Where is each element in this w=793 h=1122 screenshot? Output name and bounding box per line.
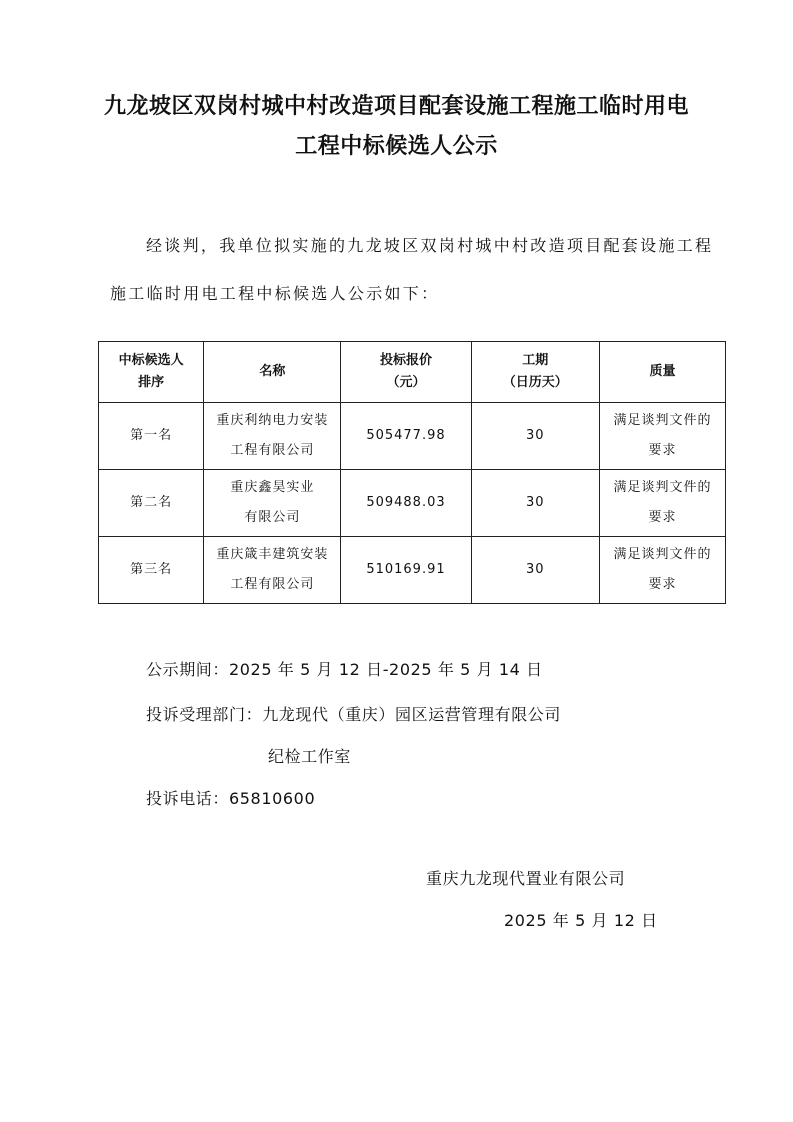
cell-price: 510169.91 (341, 537, 471, 604)
cell-rank: 第三名 (99, 537, 204, 604)
table-header-row (99, 342, 726, 403)
cell-name: 重庆鑫昊实业 有限公司 (204, 470, 341, 537)
cell-period: 30 (471, 403, 600, 470)
signature-company: 重庆九龙现代置业有限公司 (426, 869, 626, 888)
intro-line-1: 经谈判，我单位拟实施的九龙坡区双岗村城中村改造项目配套设施工程 (146, 236, 714, 255)
header-name: 名称 (204, 342, 341, 403)
cell-price: 505477.98 (341, 403, 471, 470)
cell-period: 30 (471, 470, 600, 537)
cell-quality: 满足谈判文件的 要求 (600, 470, 726, 537)
complaint-phone: 投诉电话：65810600 (146, 789, 316, 808)
cell-quality: 满足谈判文件的 要求 (600, 537, 726, 604)
cell-price: 509488.03 (341, 470, 471, 537)
publicity-period: 公示期间：2025 年 5 月 12 日-2025 年 5 月 14 日 (146, 660, 543, 679)
document-title (60, 86, 733, 166)
cell-name: 重庆利纳电力安装 工程有限公司 (204, 403, 341, 470)
intro-paragraph (110, 222, 720, 318)
cell-rank: 第一名 (99, 403, 204, 470)
title-line-2: 工程中标候选人公示 (295, 133, 498, 159)
table-row (99, 403, 726, 470)
header-price: 投标报价 （元） (341, 342, 471, 403)
header-rank: 中标候选人 排序 (99, 342, 204, 403)
cell-quality: 满足谈判文件的 要求 (600, 403, 726, 470)
intro-line-2: 施工临时用电工程中标候选人公示如下： (110, 284, 440, 303)
table-row (99, 537, 726, 604)
cell-rank: 第二名 (99, 470, 204, 537)
cell-period: 30 (471, 537, 600, 604)
title-line-1: 九龙坡区双岗村城中村改造项目配套设施工程施工临时用电 (103, 93, 689, 119)
complaint-department: 投诉受理部门：九龙现代（重庆）园区运营管理有限公司 (146, 705, 562, 724)
header-quality: 质量 (600, 342, 726, 403)
candidates-table (98, 341, 726, 604)
cell-name: 重庆箴丰建筑安装 工程有限公司 (204, 537, 341, 604)
complaint-department-office: 纪检工作室 (268, 747, 352, 766)
header-period: 工期 （日历天） (471, 342, 600, 403)
signature-date: 2025 年 5 月 12 日 (504, 911, 658, 930)
table-row (99, 470, 726, 537)
